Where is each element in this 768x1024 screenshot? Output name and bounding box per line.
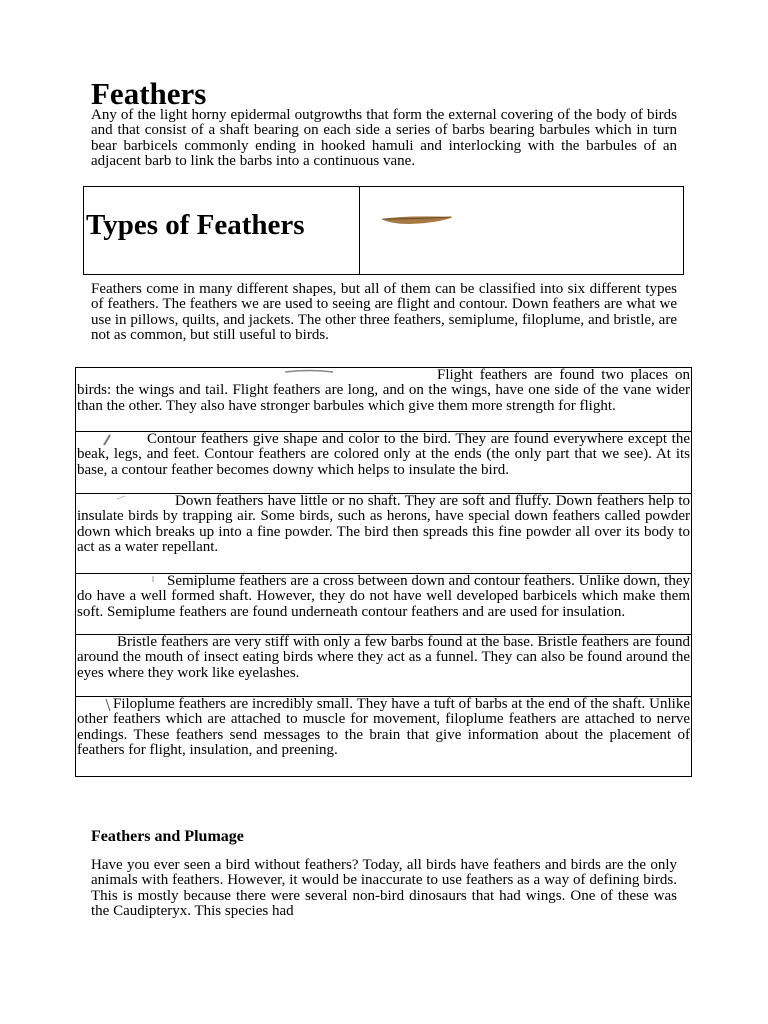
flight-feather-text: Flight feathers are found two places on birds: the wings and tail. Flight feathers are long, and on the wings, have one side of the vane wider than the other. They also have stronger barbules which give them more strength for flight. [77,367,690,414]
contour-feather-icon [102,434,112,446]
bristle-feather-block [75,634,692,696]
semiplume-feather-block [75,573,692,634]
types-heading-box [83,186,684,275]
page-title: Feathers [91,76,207,111]
contour-feather-text: Contour feathers give shape and color to the bird. They are found everywhere except the beak, legs, and feet. Contour feathers are colored only at the ends (the only part that we see). At its base, a contour feather becomes downy which helps to insulate the bird. [77,431,690,478]
plumage-heading: Feathers and Plumage [91,828,244,845]
filoplume-feather-icon [104,698,112,712]
bristle-feather-text: Bristle feathers are very stiff with only a few barbs found at the base. Bristle feathers are found around the mouth of insect eating birds where they act as a funnel. They can also be found around the eyes where they work like eyelashes. [77,634,690,681]
down-feather-icon [116,495,126,501]
contour-feather-block [75,431,692,493]
box-divider [359,187,360,274]
semiplume-feather-text: Semiplume feathers are a cross between down and contour feathers. Unlike down, they do have a well formed shaft. However, they do not have well developed barbicels which make them soft. Semiplume feathers are found underneath contour feathers and are used for insulation. [77,573,690,620]
intro-paragraph: Any of the light horny epidermal outgrowths that form the external covering of the body of birds and that consist of a shaft bearing on each side a series of barbs bearing barbules which in turn bear barbicels commonly ending in hooked hamuli and interlocking with the barbules of an adjacent barb to link the barbs into a continuous vane. [91,107,677,169]
filoplume-feather-text: Filoplume feathers are incredibly small. They have a tuft of barbs at the end of the shaft. Unlike other feathers which are attached to muscle for movement, filoplume feathers are attached to nerve endings. These feathers send messages to the brain that give information about the placement of feathers for flight, insulation, and preening. [77,696,690,758]
filoplume-feather-block [75,696,692,777]
plumage-paragraph: Have you ever seen a bird without feathers? Today, all birds have feathers and birds are the only animals with feathers. However, it would be inaccurate to use feathers as a way of defining birds. This is mostly because there were several non-bird dinosaurs that had wings. One of these was the Caudipteryx. This species had [91,857,677,919]
down-feather-text: Down feathers have little or no shaft. They are soft and fluffy. Down feathers help to insulate birds by trapping air. Some birds, such as herons, have special down feathers called powder down which breaks up into a fine powder. The bird then spreads this fine powder all over its body to act as a water repellant. [77,493,690,555]
flight-feather-block [75,367,692,431]
feather-image [379,213,455,227]
flight-feather-icon [284,369,334,375]
types-intro-paragraph: Feathers come in many different shapes, but all of them can be classified into six different types of feathers. The feathers we are used to seeing are flight and contour. Down feathers are what we use in pillows, quilts, and jackets. The other three feathers, semiplume, filoplume, and bristle, are not as common, but still useful to birds. [91,281,677,343]
semiplume-feather-icon [150,575,156,583]
down-feather-block [75,493,692,573]
types-heading: Types of Feathers [86,209,305,241]
